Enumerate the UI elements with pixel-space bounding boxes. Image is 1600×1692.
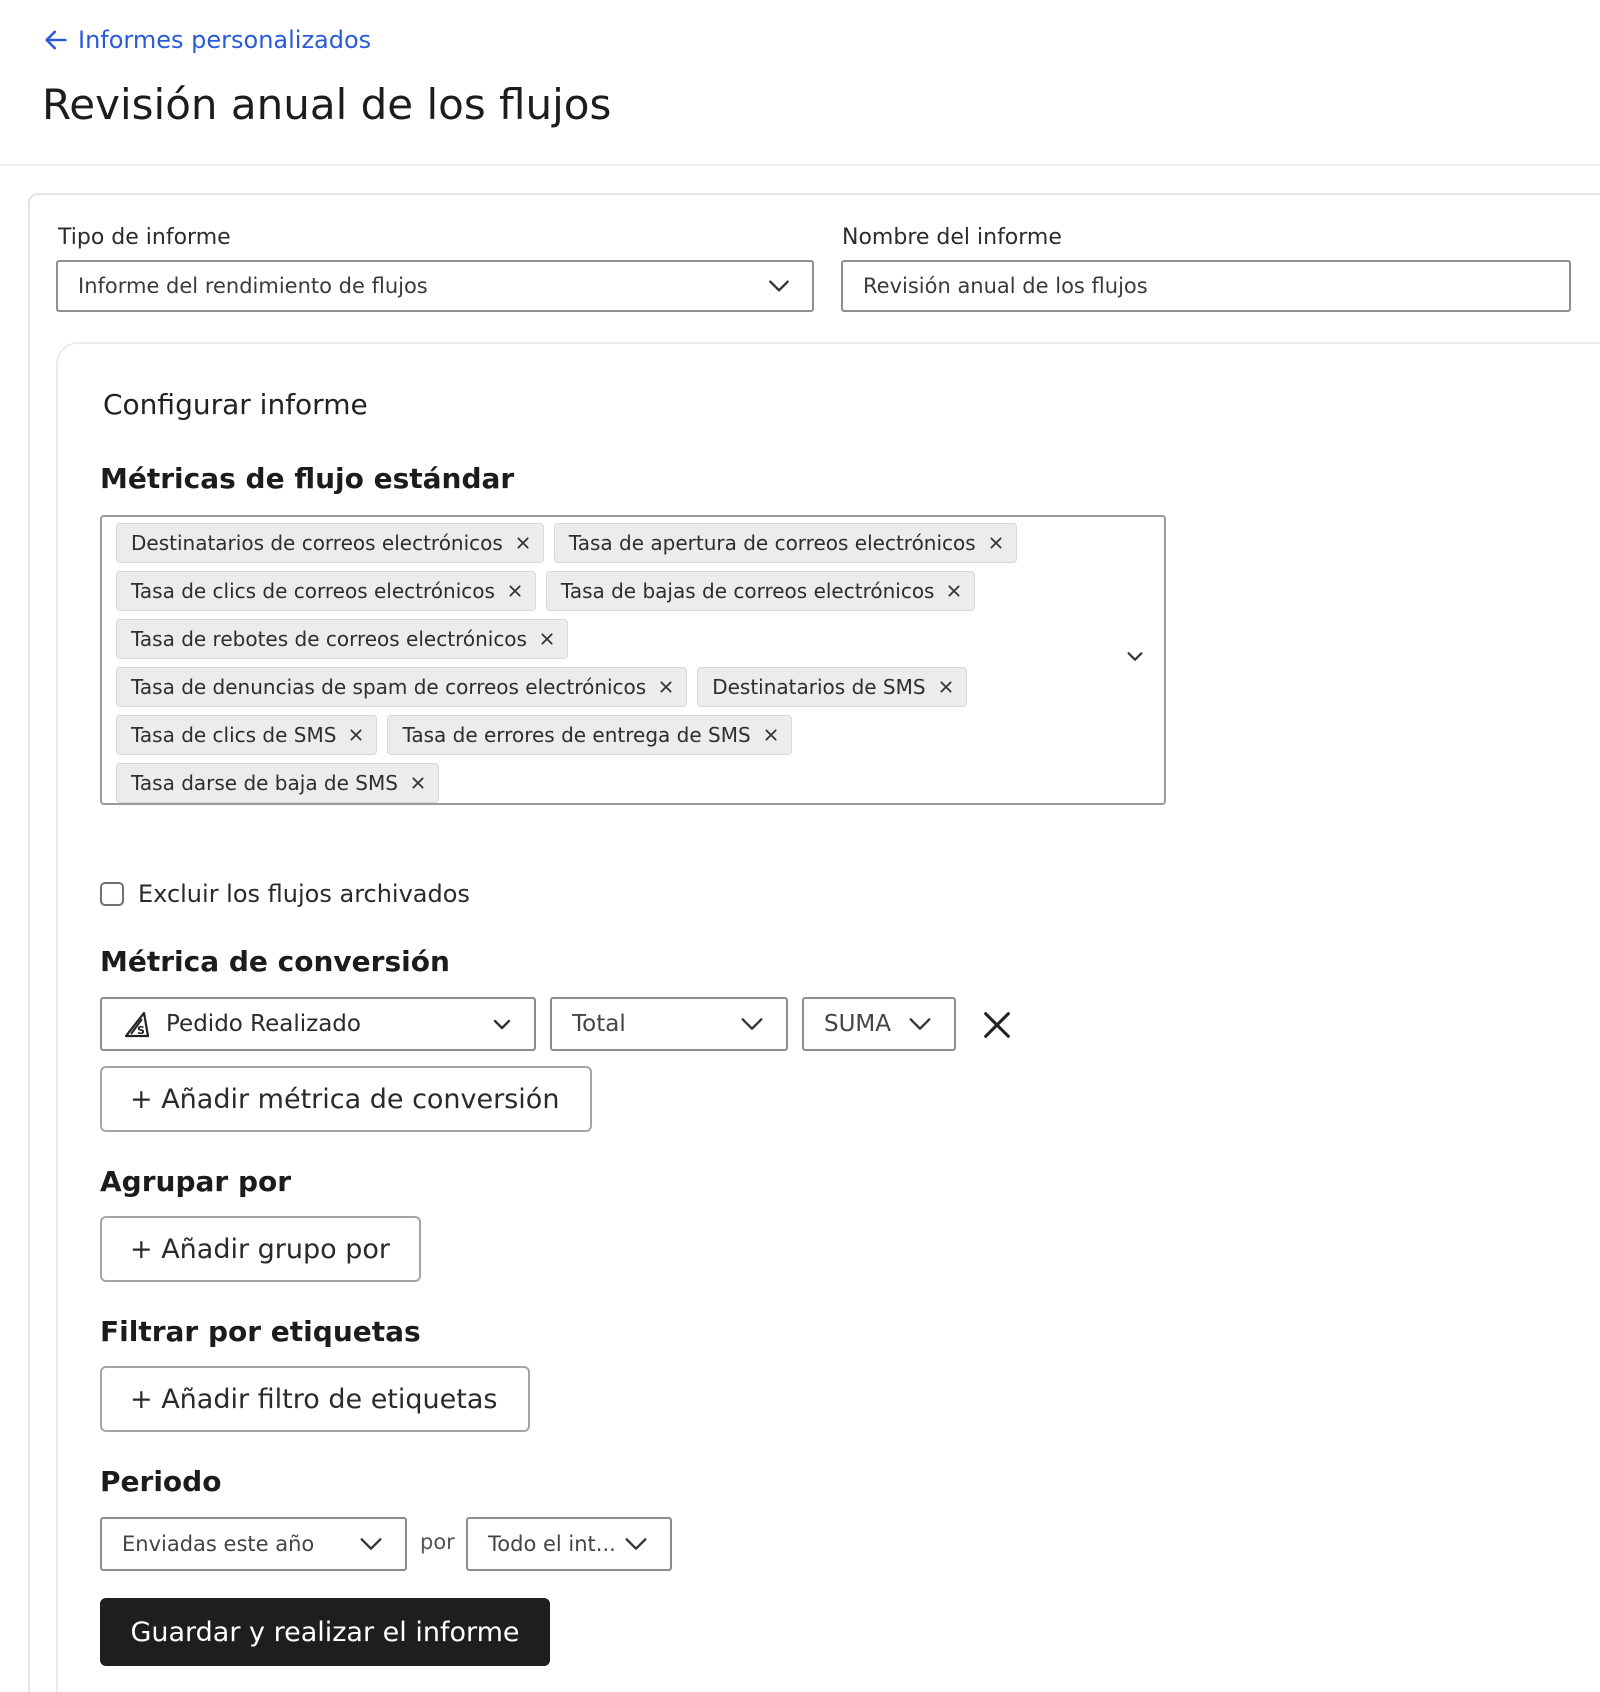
remove-chip-icon[interactable] bbox=[410, 775, 426, 791]
svg-text:S: S bbox=[137, 1024, 145, 1037]
chip-row bbox=[116, 667, 1116, 707]
metric-chip bbox=[546, 571, 976, 611]
add-conversion-metric-button[interactable]: + Añadir métrica de conversión bbox=[100, 1066, 592, 1132]
metric-chip-label: Tasa de apertura de correos electrónicos bbox=[568, 531, 976, 555]
metric-chip-label: Tasa de rebotes de correos electrónicos bbox=[131, 627, 527, 651]
shopify-metric-icon bbox=[122, 1009, 152, 1039]
metric-chips bbox=[116, 523, 1116, 803]
remove-chip-icon[interactable] bbox=[946, 583, 962, 599]
interval-select[interactable] bbox=[466, 1517, 672, 1571]
header-divider bbox=[0, 164, 1600, 166]
add-group-by-button[interactable]: + Añadir grupo por bbox=[100, 1216, 421, 1282]
page-title: Revisión anual de los flujos bbox=[42, 80, 612, 129]
period-title: Periodo bbox=[100, 1465, 222, 1498]
exclude-archived-checkbox[interactable] bbox=[100, 882, 124, 906]
remove-chip-icon[interactable] bbox=[658, 679, 674, 695]
metric-chip-label: Tasa de clics de SMS bbox=[131, 723, 337, 747]
back-link-label: Informes personalizados bbox=[78, 26, 372, 54]
metric-chip bbox=[116, 763, 439, 803]
metric-chip-label: Tasa de errores de entrega de SMS bbox=[402, 723, 751, 747]
metric-chip bbox=[554, 523, 1017, 563]
chevron-down-icon[interactable] bbox=[1124, 645, 1146, 667]
metric-chip bbox=[116, 523, 544, 563]
period-value: Enviadas este año bbox=[122, 1532, 315, 1556]
filter-tags-title: Filtrar por etiquetas bbox=[100, 1315, 421, 1348]
remove-conversion-icon[interactable] bbox=[980, 1008, 1014, 1042]
report-type-value: Informe del rendimiento de flujos bbox=[78, 274, 428, 298]
chevron-down-icon bbox=[906, 1010, 934, 1038]
remove-chip-icon[interactable] bbox=[988, 535, 1004, 551]
report-name-input[interactable] bbox=[841, 260, 1571, 312]
group-by-title: Agrupar por bbox=[100, 1165, 292, 1198]
conversion-function-select[interactable] bbox=[802, 997, 956, 1051]
period-by-label: por bbox=[420, 1530, 455, 1554]
metric-chip-label: Tasa darse de baja de SMS bbox=[131, 771, 398, 795]
exclude-archived-label: Excluir los flujos archivados bbox=[138, 880, 470, 908]
period-select[interactable] bbox=[100, 1517, 407, 1571]
metric-chip-label: Destinatarios de correos electrónicos bbox=[131, 531, 503, 555]
metric-chip-label: Destinatarios de SMS bbox=[712, 675, 926, 699]
arrow-left-icon bbox=[42, 26, 70, 54]
config-title: Configurar informe bbox=[103, 388, 368, 421]
remove-chip-icon[interactable] bbox=[515, 535, 531, 551]
standard-metrics-title: Métricas de flujo estándar bbox=[100, 462, 515, 495]
metric-chip-label: Tasa de bajas de correos electrónicos bbox=[560, 579, 935, 603]
chevron-down-icon bbox=[738, 1010, 766, 1038]
metric-chip bbox=[116, 667, 687, 707]
remove-chip-icon[interactable] bbox=[507, 583, 523, 599]
conversion-metric-select[interactable] bbox=[100, 997, 536, 1051]
metric-chip bbox=[697, 667, 966, 707]
chip-row bbox=[116, 763, 1116, 803]
report-type-select[interactable] bbox=[56, 260, 814, 312]
report-name-label: Nombre del informe bbox=[842, 225, 1062, 250]
chevron-down-icon bbox=[766, 273, 792, 299]
remove-chip-icon[interactable] bbox=[348, 727, 364, 743]
metric-chip-label: Tasa de denuncias de spam de correos electrónicos bbox=[131, 675, 647, 699]
back-link[interactable] bbox=[42, 26, 371, 54]
chevron-down-icon bbox=[357, 1530, 385, 1558]
conversion-aggregate-value: Total bbox=[572, 1011, 626, 1037]
conversion-function-value: SUMA bbox=[824, 1011, 892, 1037]
metric-chip bbox=[387, 715, 791, 755]
report-name-value: Revisión anual de los flujos bbox=[863, 274, 1148, 298]
remove-chip-icon[interactable] bbox=[938, 679, 954, 695]
chip-row bbox=[116, 619, 1116, 659]
interval-value: Todo el int... bbox=[488, 1532, 616, 1556]
chevron-down-icon bbox=[490, 1012, 514, 1036]
exclude-archived-row[interactable] bbox=[100, 880, 470, 908]
save-and-run-button[interactable]: Guardar y realizar el informe bbox=[100, 1598, 550, 1666]
remove-chip-icon[interactable] bbox=[763, 727, 779, 743]
chip-row bbox=[116, 523, 1116, 563]
add-tag-filter-button[interactable]: + Añadir filtro de etiquetas bbox=[100, 1366, 530, 1432]
metric-chip-label: Tasa de clics de correos electrónicos bbox=[131, 579, 495, 603]
report-type-label: Tipo de informe bbox=[58, 225, 231, 250]
standard-metrics-multiselect[interactable] bbox=[100, 515, 1166, 805]
conversion-aggregate-select[interactable] bbox=[550, 997, 788, 1051]
chevron-down-icon bbox=[622, 1530, 650, 1558]
remove-chip-icon[interactable] bbox=[539, 631, 555, 647]
metric-chip bbox=[116, 619, 568, 659]
conversion-metric-title: Métrica de conversión bbox=[100, 945, 450, 978]
metric-chip bbox=[116, 571, 536, 611]
conversion-metric-value: Pedido Realizado bbox=[166, 1011, 361, 1037]
metric-chip bbox=[116, 715, 377, 755]
chip-row bbox=[116, 715, 1116, 755]
chip-row bbox=[116, 571, 1116, 611]
